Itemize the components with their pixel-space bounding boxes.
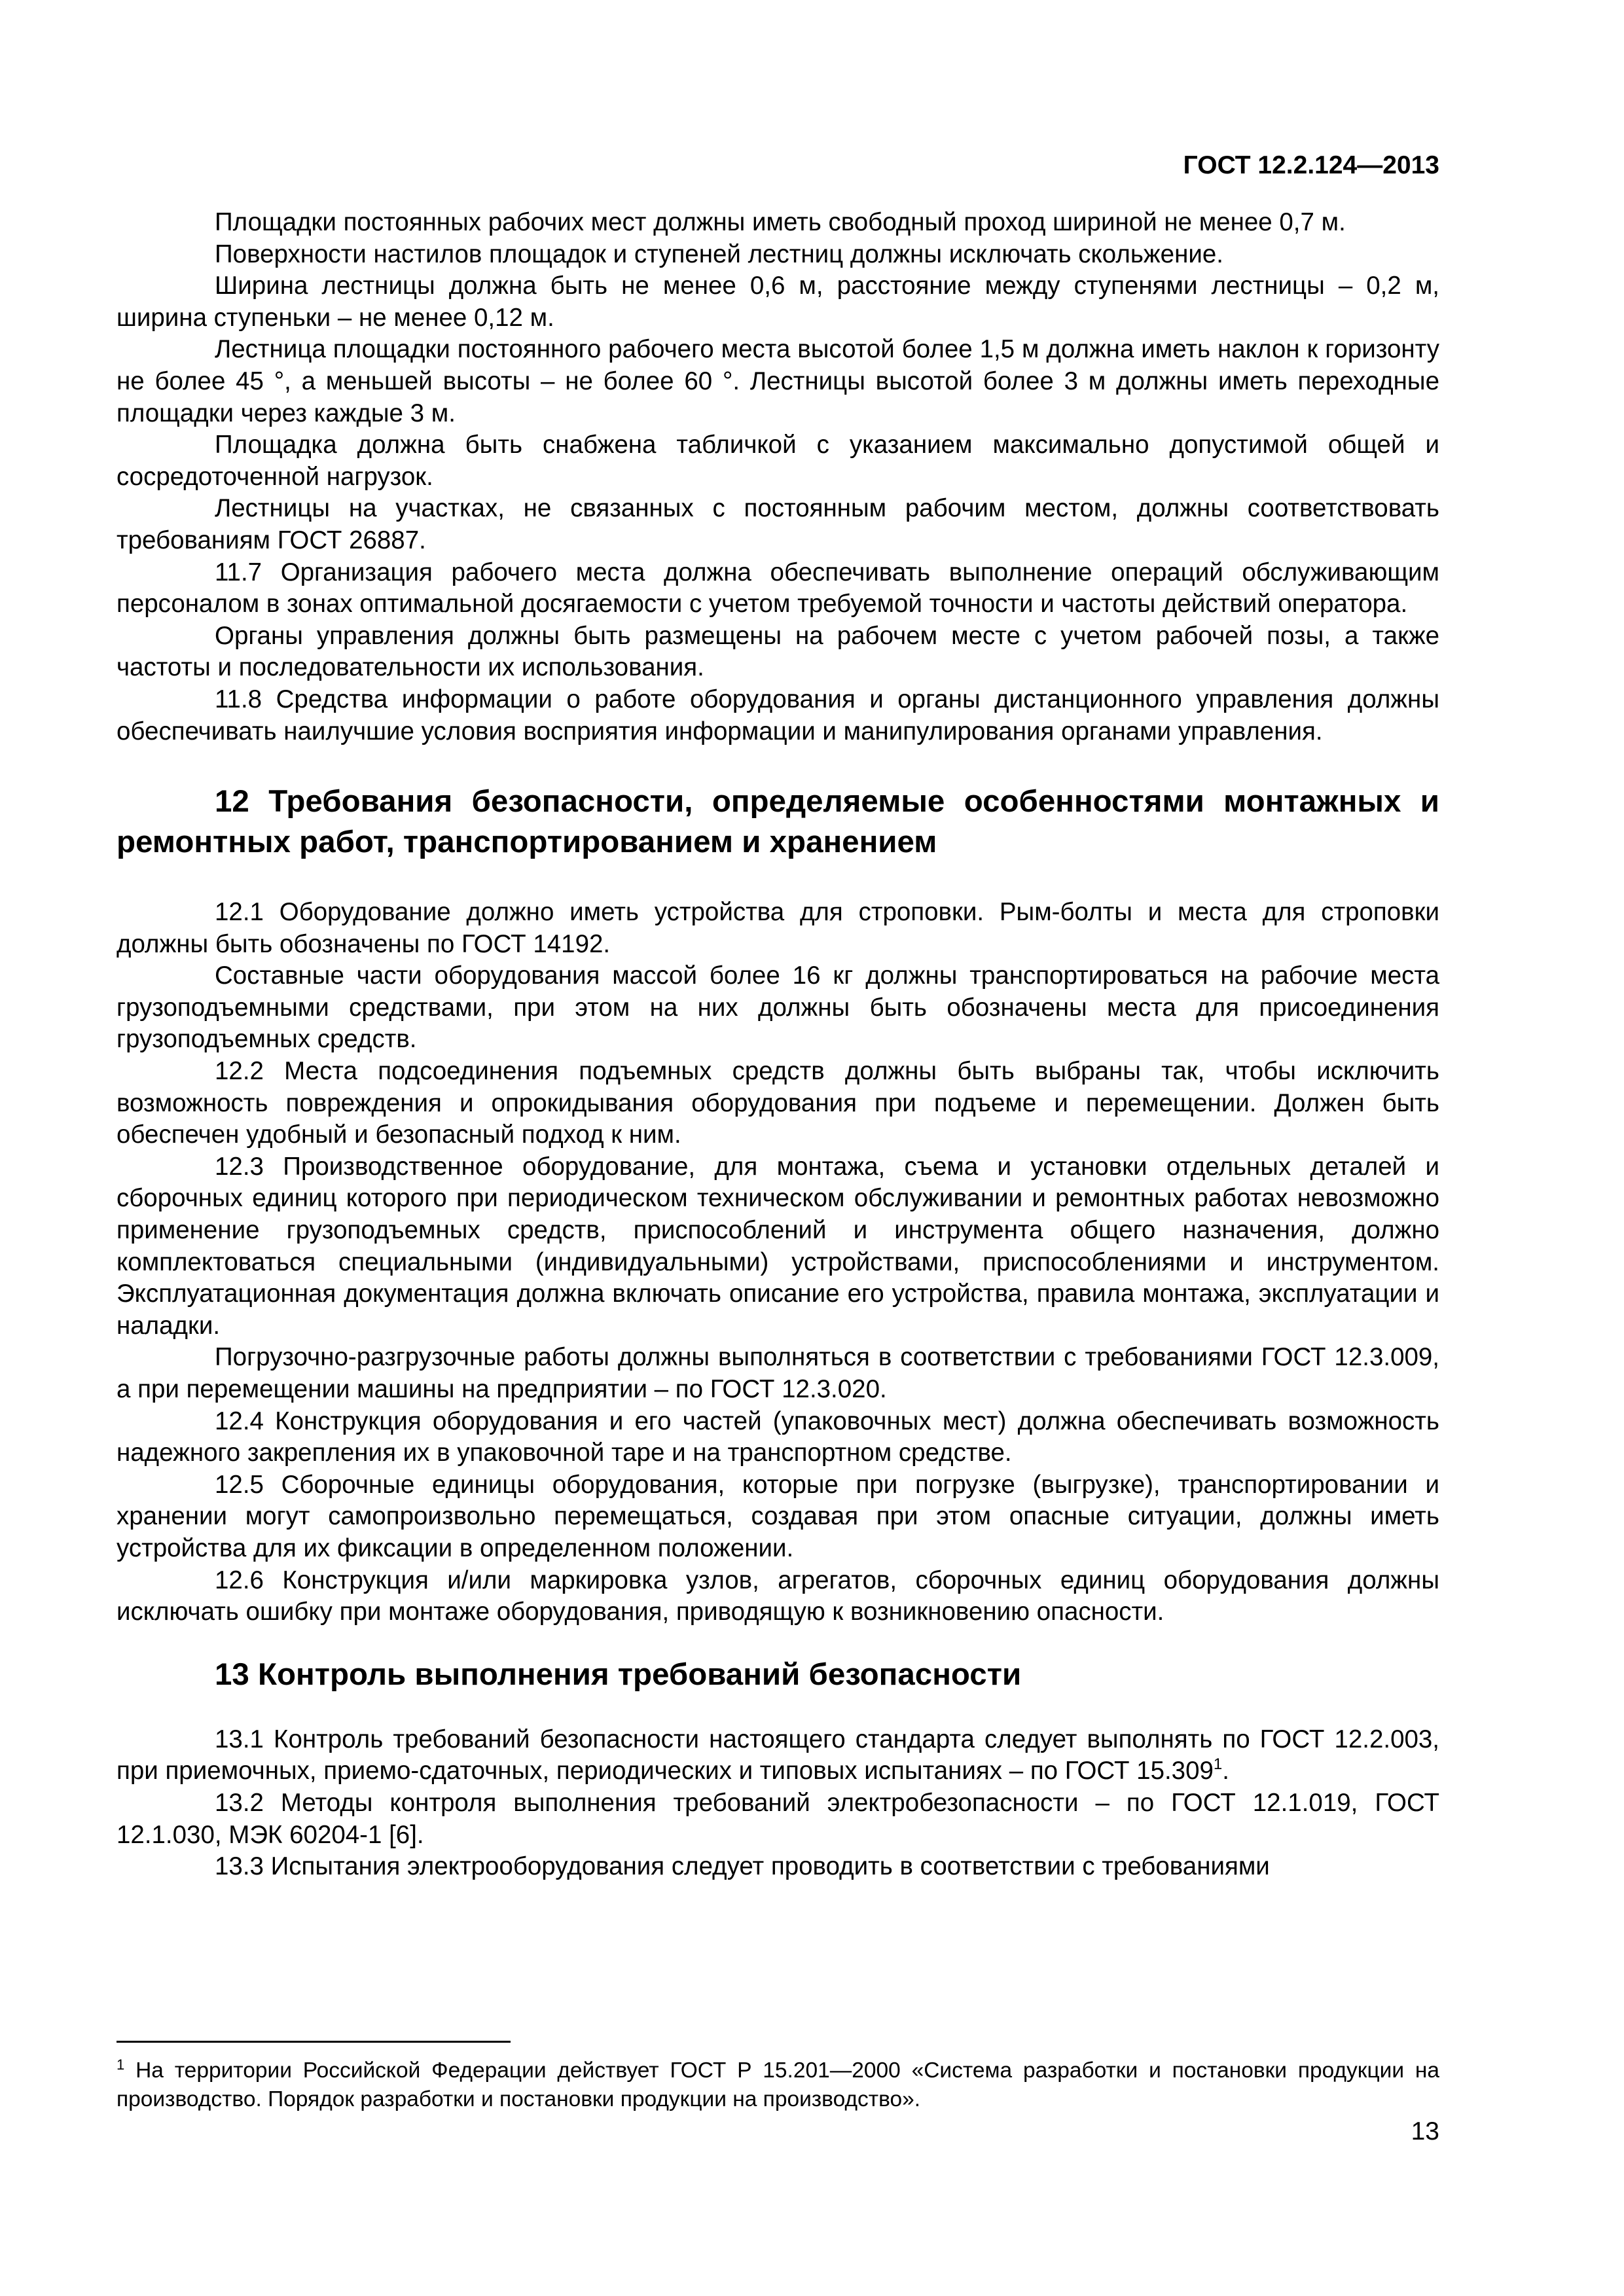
paragraph: Погрузочно-разгрузочные работы должны выполняться в соответствии с требованиями ГОСТ 12.3.009, а при перемещении машины на предприятии – по ГОСТ 12.3.020. (117, 1343, 1439, 1403)
document-page (117, 149, 1439, 1883)
footnote-marker: 1 (117, 2056, 125, 2073)
paragraph: Площадки постоянных рабочих мест должны иметь свободный проход шириной не менее 0,7 м. (215, 208, 1346, 236)
paragraph: Лестницы на участках, не связанных с постоянным рабочим местом, должны соответствовать требованиям ГОСТ 26887. (117, 494, 1439, 554)
paragraph: Площадка должна быть снабжена табличкой с указанием максимально допустимой общей и сосредоточенной нагрузок. (117, 431, 1439, 491)
footnote-text: На территории Российской Федерации действует ГОСТ Р 15.201—2000 «Система разработки и постановки продукции на производство. Порядок разработки и постановки продукции на производство». (117, 2058, 1440, 2111)
footnote-reference[interactable]: 1 (1213, 1755, 1223, 1774)
paragraph-12-5: 12.5 Сборочные единицы оборудования, которые при погрузке (выгрузке), транспортировании и хранении могут самопроизвольно перемещаться, создавая при этом опасные ситуации, должны иметь устройства для их фиксации в определенном положении. (117, 1470, 1439, 1562)
document-code-header: ГОСТ 12.2.124—2013 (1183, 151, 1439, 179)
footnote (117, 2056, 1439, 2114)
page-number: 13 (1411, 2117, 1439, 2145)
section-12-heading: 12 Требования безопасности, определяемые особенностями монтажных и ремонтных работ, транспортированием и хранением (117, 784, 1439, 860)
paragraph-12-6: 12.6 Конструкция и/или маркировка узлов, агрегатов, сборочных единиц оборудования должны исключать ошибку при монтаже оборудования, приводящую к возникновению опасности. (117, 1566, 1439, 1626)
paragraph: Поверхности настилов площадок и ступеней лестниц должны исключать скольжение. (215, 240, 1223, 268)
paragraph-11-8: 11.8 Средства информации о работе оборудования и органы дистанционного управления должны обеспечивать наилучшие условия восприятия информации и манипулирования органами управления. (117, 685, 1439, 745)
paragraph-12-1: 12.1 Оборудование должно иметь устройства для строповки. Рым-болты и места для строповки должны быть обозначены по ГОСТ 14192. (117, 898, 1439, 958)
paragraph: Лестница площадки постоянного рабочего места высотой более 1,5 м должна иметь наклон к горизонту не более 45 °, а меньшей высоты – не более 60 °. Лестницы высотой более 3 м должны иметь переходные площадки через каждые 3 м. (117, 335, 1439, 427)
paragraph-13-1 (117, 1724, 1439, 1787)
section-13-heading: 13 Контроль выполнения требований безопасности (215, 1657, 1022, 1692)
paragraph-13-2: 13.2 Методы контроля выполнения требований электробезопасности – по ГОСТ 12.1.019, ГОСТ 12.1.030, МЭК 60204-1 [6]. (117, 1788, 1439, 1849)
paragraph-11-7: 11.7 Организация рабочего места должна обеспечивать выполнение операций обслуживающим персоналом в зонах оптимальной досягаемости с учетом требуемой точности и частоты действий оператора. (117, 558, 1439, 619)
paragraph: Ширина лестницы должна быть не менее 0,6 м, расстояние между ступенями лестницы – 0,2 м, ширина ступеньки – не менее 0,12 м. (117, 272, 1439, 332)
paragraph-12-4: 12.4 Конструкция оборудования и его частей (упаковочных мест) должна обеспечивать возможность надежного закрепления их в упаковочной таре и на транспортном средстве. (117, 1407, 1439, 1467)
paragraph-13-3: 13.3 Испытания электрооборудования следует проводить в соответствии с требованиями (215, 1852, 1270, 1881)
paragraph-13-1-end: . (1222, 1757, 1229, 1785)
paragraph: Составные части оборудования массой более 16 кг должны транспортироваться на рабочие места грузоподъемными средствами, при этом на них должны быть обозначены места для присоединения грузоподъемных средств. (117, 961, 1439, 1054)
paragraph-12-2: 12.2 Места подсоединения подъемных средств должны быть выбраны так, чтобы исключить возможность повреждения и опрокидывания оборудования при подъеме и перемещении. Должен быть обеспечен удобный и безопасный подход к ним. (117, 1057, 1439, 1149)
paragraph: Органы управления должны быть размещены на рабочем месте с учетом рабочей позы, а также частоты и последовательности их использования. (117, 621, 1439, 682)
paragraph-13-1-text: 13.1 Контроль требований безопасности настоящего стандарта следует выполнять по ГОСТ 12.2.003, при приемочных, приемо-сдаточных, периодических и типовых испытаниях – по ГОСТ 15.309 (117, 1725, 1439, 1785)
footnote-divider (117, 2041, 511, 2043)
paragraph-12-3: 12.3 Производственное оборудование, для монтажа, съема и установки отдельных деталей и сборочных единиц которого при периодическом техническом обслуживании и ремонтных работах невозможно применение грузоподъемных средств, приспособлений и инструмента общего назначения, должно комплектоваться специальными (индивидуальными) устройствами, приспособлениями и инструментом. Эксплуатационная документация должна включать описание его устройства, правила монтажа, эксплуатации и наладки. (117, 1152, 1439, 1340)
